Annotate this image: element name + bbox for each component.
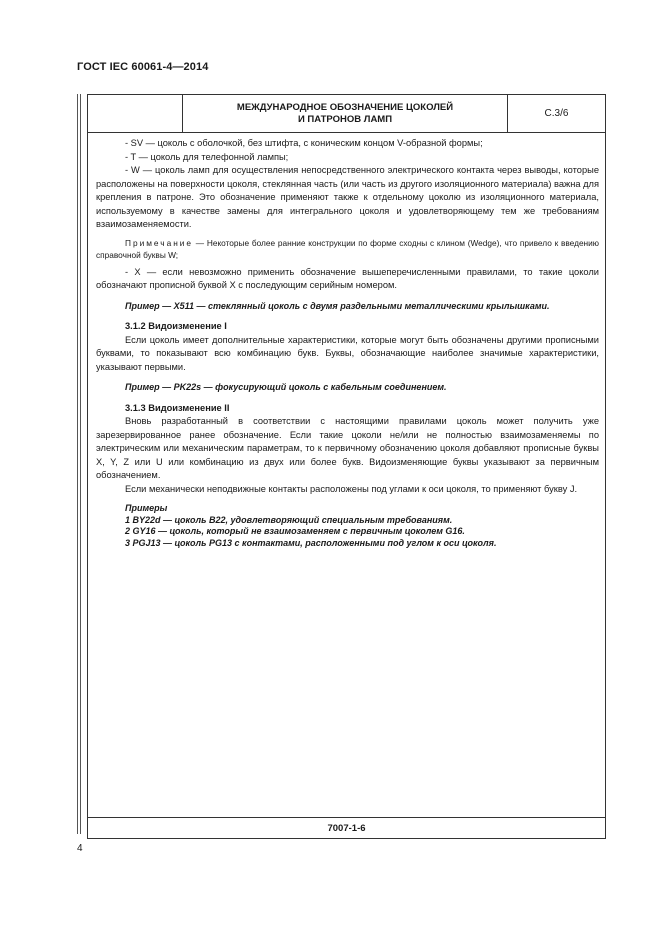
sheet-footer-code: 7007-1-6 xyxy=(88,817,605,838)
example-item: 1 BY22d — цоколь B22, удовлетворяющий специальным требованиям. xyxy=(125,514,453,525)
sheet-code: С.3/6 xyxy=(544,108,569,119)
example-x511: Пример — X511 — стеклянный цоколь с двумя раздельными металлическими крылышками. xyxy=(125,300,550,311)
item-w: - W — цоколь ламп для осуществления непосредственного электрического контакта через выводы, которые расположены на поверхности цоколя, стеклянная часть (или часть из другого изоляционного материала) важна для крепления в патроне. Это обозначение применяют также к отдельному цоколю из изоляционного материала, используемому в качестве замены для интегрального цоколя и удовлетворяющему тем же требованиям взаимозаменяемости. xyxy=(96,165,599,229)
item-sv: - SV — цоколь с оболочкой, без штифта, с коническим концом V-образной формы; xyxy=(125,138,483,148)
sheet-title-line1: МЕЖДУНАРОДНОЕ ОБОЗНАЧЕНИЕ ЦОКОЛЕЙ xyxy=(236,101,454,113)
section-3-1-2-text: Если цоколь имеет дополнительные характеристики, которые могут быть обозначены другими прописными буквами, то показывают всю комбинацию букв. Буквы, обозначающие наиболее значимые характеристики, указывают первыми. xyxy=(96,334,599,372)
item-t: - T — цоколь для телефонной лампы; xyxy=(125,151,289,162)
example-pk22s: Пример — PK22s — фокусирующий цоколь с кабельным соединением. xyxy=(125,382,447,392)
item-x: - X — если невозможно применить обозначение вышеперечисленными правилами, то такие цоколи обозначают прописной буквой X с последующим серийным номером. xyxy=(96,266,599,290)
document-id: ГОСТ IEC 60061-4—2014 xyxy=(77,61,209,73)
section-3-1-3-heading: 3.1.3 Видоизменение II xyxy=(125,402,230,413)
example-item: 3 PGJ13 — цоколь PG13 с контактами, расположенными под углом к оси цоколя. xyxy=(125,537,497,548)
sheet-body xyxy=(96,137,599,549)
header-blank-cell xyxy=(88,95,183,132)
frame-binding-strip xyxy=(77,94,81,834)
example-item: 2 GY16 — цоколь, который не взаимозаменяем с первичным цоколем G16. xyxy=(125,526,465,536)
section-3-1-3-text2: Если механически неподвижные контакты расположены под углами к оси цоколя, то применяют букву J. xyxy=(125,483,578,494)
examples-list xyxy=(96,503,599,549)
sheet-title xyxy=(183,95,508,132)
sheet-header xyxy=(88,95,605,133)
sheet-title-line2: И ПАТРОНОВ ЛАМП xyxy=(297,113,393,125)
note xyxy=(96,237,599,261)
standard-sheet-frame xyxy=(87,94,606,839)
page-number: 4 xyxy=(77,843,83,854)
note-text: — Некоторые более ранние конструкции по форме сходны с клином (Wedge), что привело к введению справочной буквы W; xyxy=(96,237,599,260)
note-label: Примечание xyxy=(125,237,194,248)
section-3-1-2-heading: 3.1.2 Видоизменение I xyxy=(125,321,227,331)
examples-heading: Примеры xyxy=(125,503,168,513)
section-3-1-3-text1: Вновь разработанный в соответствии с настоящими правилами цоколь может получить уже зарезервированное ранее обозначение. Если такие цоколи не/или не полностью взаимозаменяемы по электрическим или механическим параметрам, то к первичному обозначению цоколя добавляют прописные буквы X, Y, Z или U или комбинацию из двух или более букв. Видоизменяющие буквы указывают за первичным обозначением. xyxy=(96,416,599,480)
